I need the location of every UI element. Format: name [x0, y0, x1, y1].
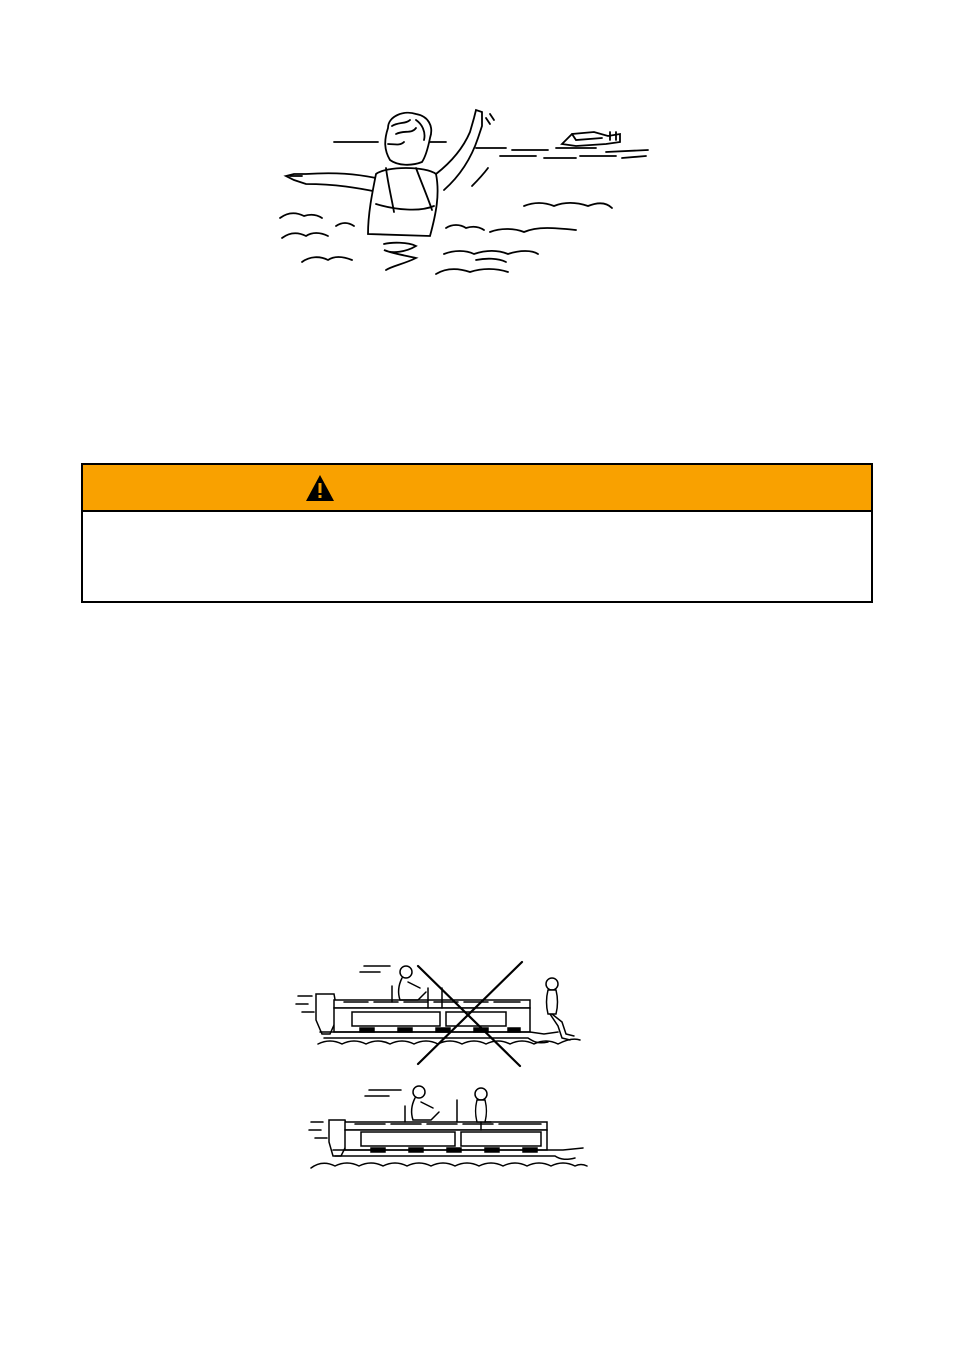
- pontoon-boat-passenger-seated-icon: [305, 1082, 590, 1174]
- pontoon-boat-passenger-on-bow-icon: [268, 958, 584, 1068]
- warning-box: [81, 463, 873, 603]
- warning-triangle-icon: [305, 474, 335, 502]
- person-in-water-signaling-icon: [276, 104, 652, 280]
- warning-header: [83, 465, 871, 512]
